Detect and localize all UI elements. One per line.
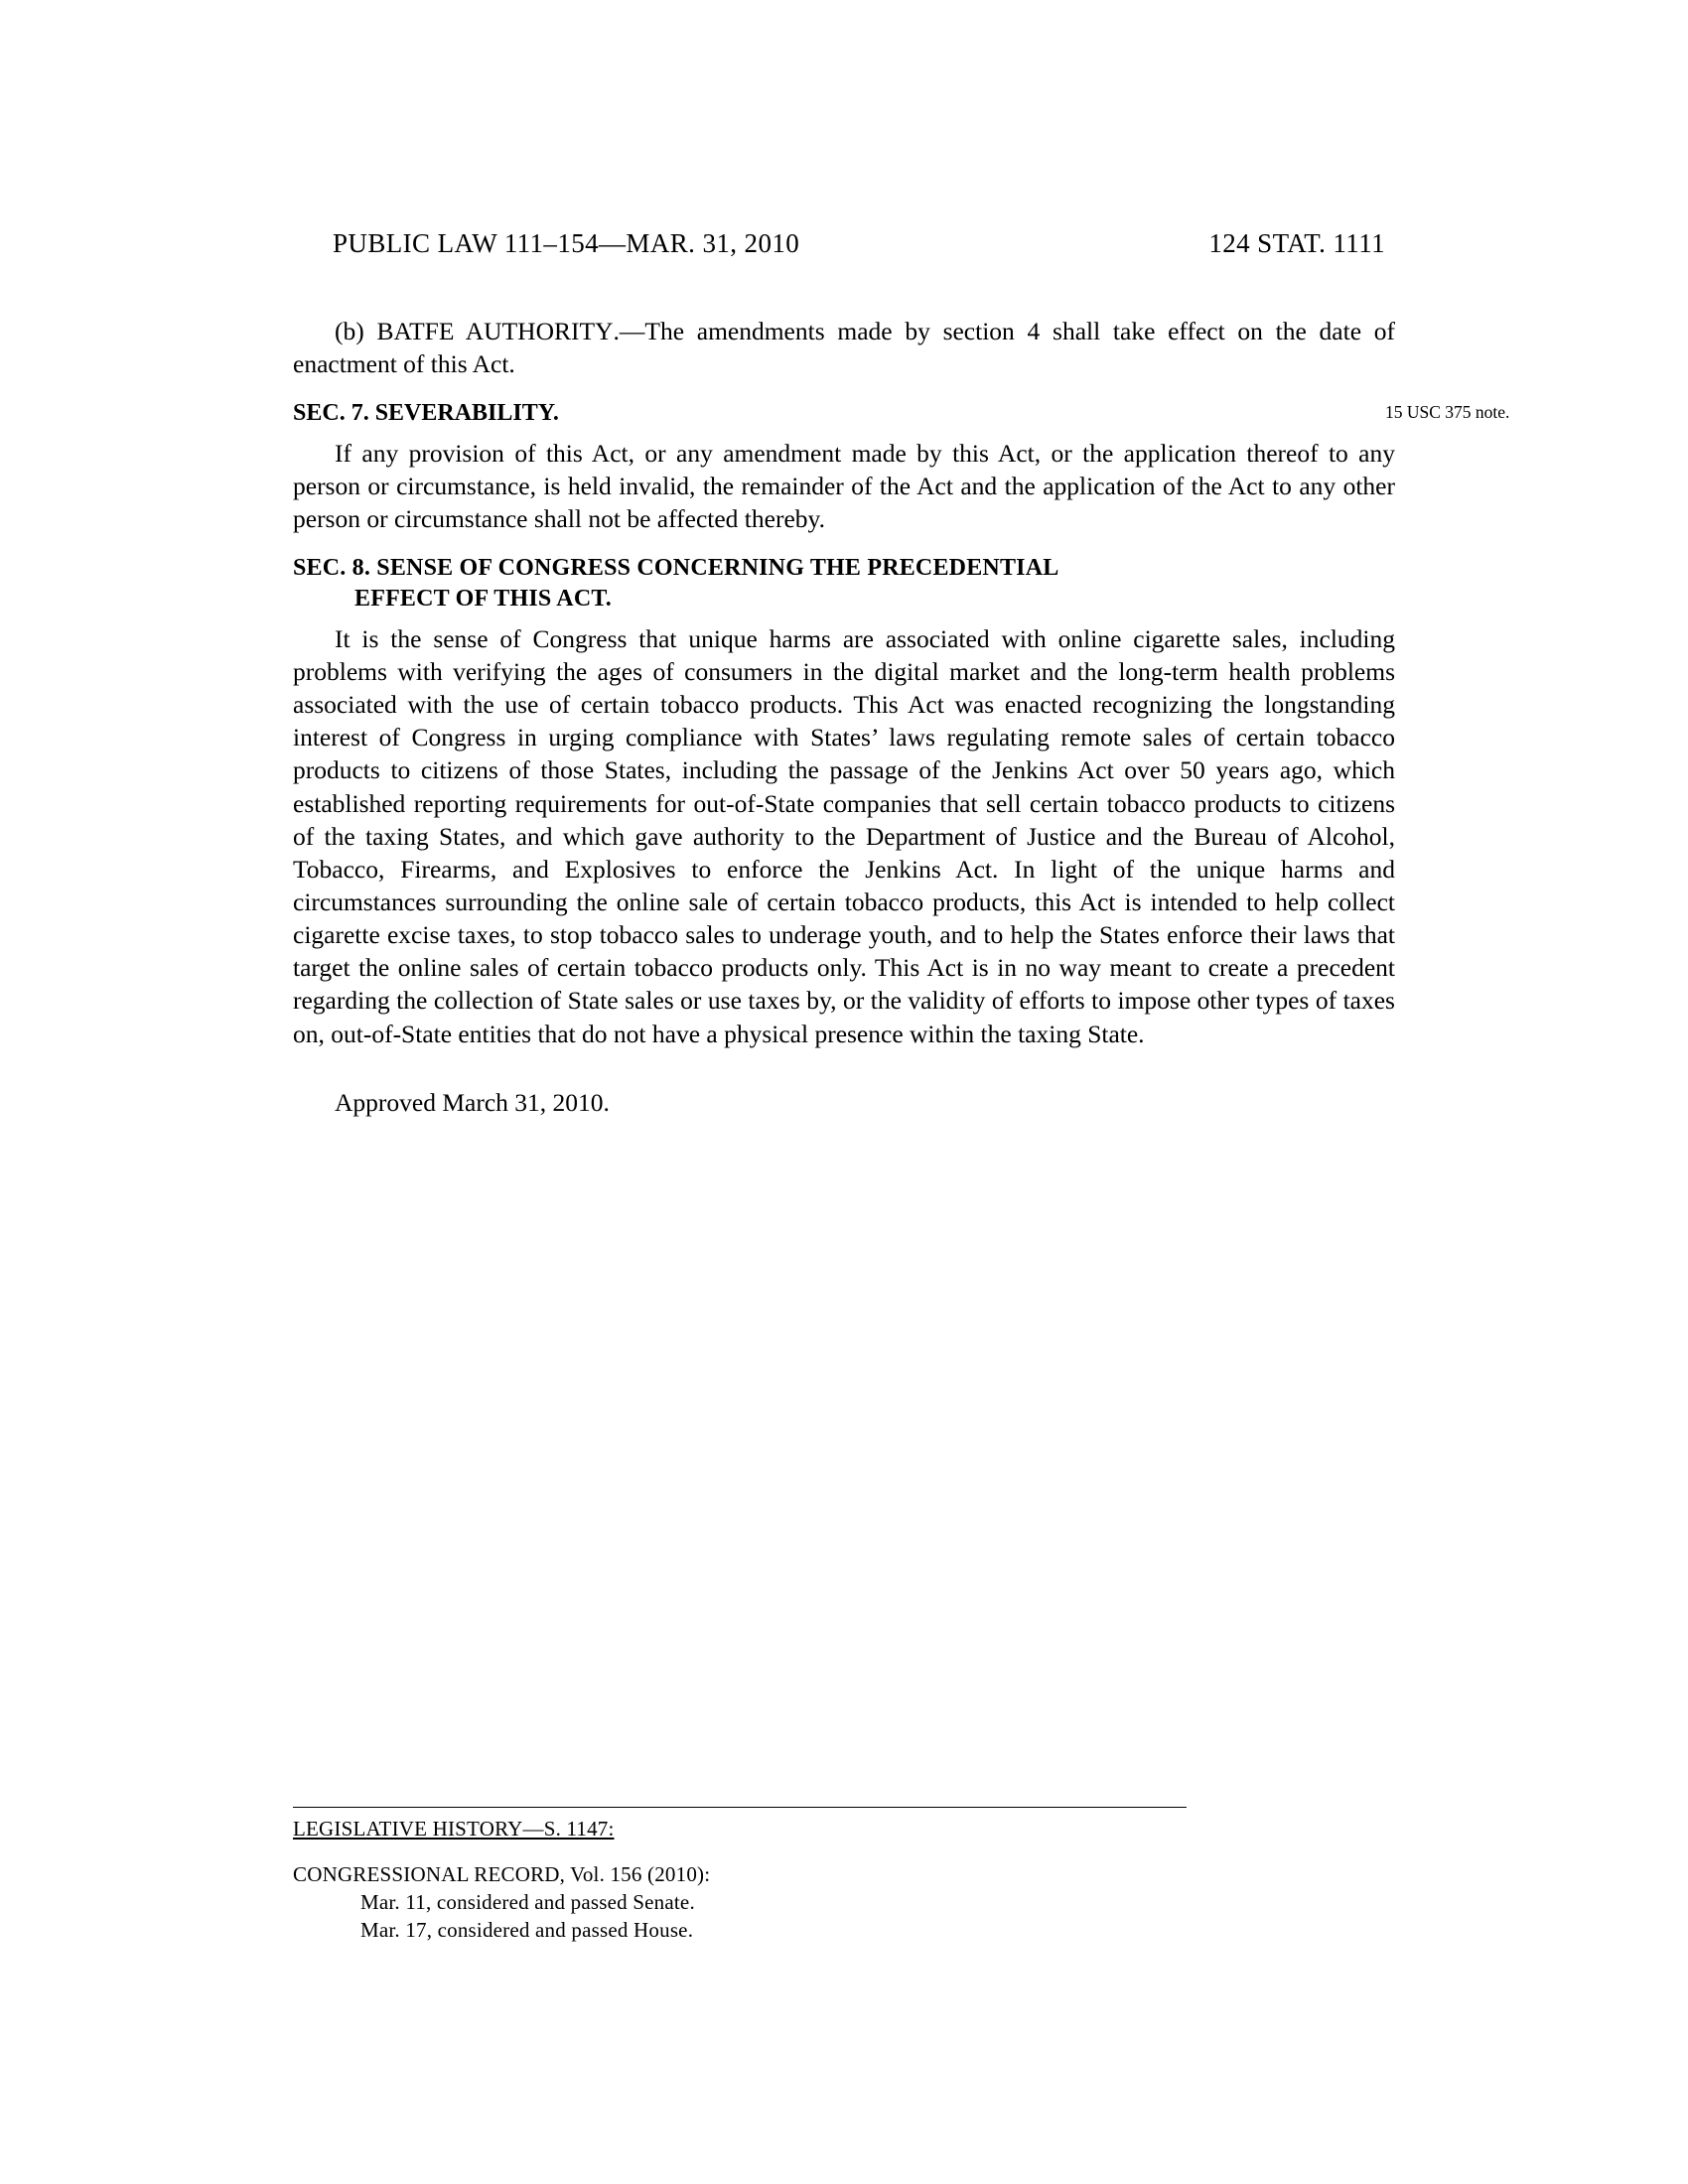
section-7-side-note: 15 USC 375 note. [1385, 402, 1510, 423]
running-head [293, 228, 1395, 259]
section-7-text: If any provision of this Act, or any amendment made by this Act, or the application thereof to any person or circumstance, is held invalid, the remainder of the Act and the application of the Act to any other person or circumstance shall not be affected thereby. [293, 439, 1395, 534]
authority-smallcaps: UTHORITY [484, 317, 614, 345]
approved-line: Approved March 31, 2010. [335, 1087, 610, 1117]
section-7-heading-row [293, 398, 1510, 429]
batfe-lead: (b) B [335, 317, 394, 345]
batfe-smallcaps: ATFE [393, 317, 455, 345]
section-7-heading: SEC. 7. SEVERABILITY. [293, 400, 559, 427]
paragraph-batfe-authority [293, 315, 1395, 380]
legislative-history-entry-2: Mar. 17, considered and passed House. [360, 1918, 694, 1943]
section-8-heading [293, 553, 1395, 614]
running-head-right: 124 STAT. 1111 [1208, 228, 1385, 258]
legislative-history-title: LEGISLATIVE HISTORY—S. 1147: [293, 1817, 615, 1841]
batfe-mid: A [454, 317, 485, 345]
legislative-history-entry-1: Mar. 11, considered and passed Senate. [360, 1890, 695, 1915]
legislative-history-rule [293, 1807, 1187, 1808]
batfe-rest: .—The amendments made by section 4 shall take effect on the date of enactment of this Act. [293, 317, 1395, 379]
page-content [293, 228, 1510, 1143]
section-8-heading-line1: SEC. 8. SENSE OF CONGRESS CONCERNING THE PRECEDENTIAL [293, 555, 1059, 582]
running-head-left: PUBLIC LAW 111–154—MAR. 31, 2010 [333, 228, 800, 258]
section-8-text: It is the sense of Congress that unique harms are associated with online cigarette sales, including problems with verifying the ages of consumers in the digital market and the long-term health problems associated with the use of certain tobacco products. This Act was enacted recognizing the longstanding interest of Congress in urging compliance with States’ laws regulating remote sales of certain tobacco products to citizens of those States, including the passage of the Jenkins Act over 50 years ago, which established reporting requirements for out-of-State companies that sell certain tobacco products to citizens of the taxing States, and which gave authority to the Department of Justice and the Bureau of Alcohol, Tobacco, Firearms, and Explosives to enforce the Jenkins Act. In light of the unique harms and circumstances surrounding the online sale of certain tobacco products, this Act is intended to help collect cigarette excise taxes, to stop tobacco sales to underage youth, and to help the States enforce their laws that target the online sales of certain tobacco products only. This Act is in no way meant to create a precedent regarding the collection of State sales or use taxes by, or the validity of efforts to impose other types of taxes on, out-of-State entities that do not have a physical presence within the taxing State. [293, 623, 1395, 1048]
section-8-heading-line2: EFFECT OF THIS ACT. [354, 586, 612, 613]
congressional-record-line: CONGRESSIONAL RECORD, Vol. 156 (2010): [293, 1862, 711, 1886]
legislative-history [293, 1807, 1187, 1944]
